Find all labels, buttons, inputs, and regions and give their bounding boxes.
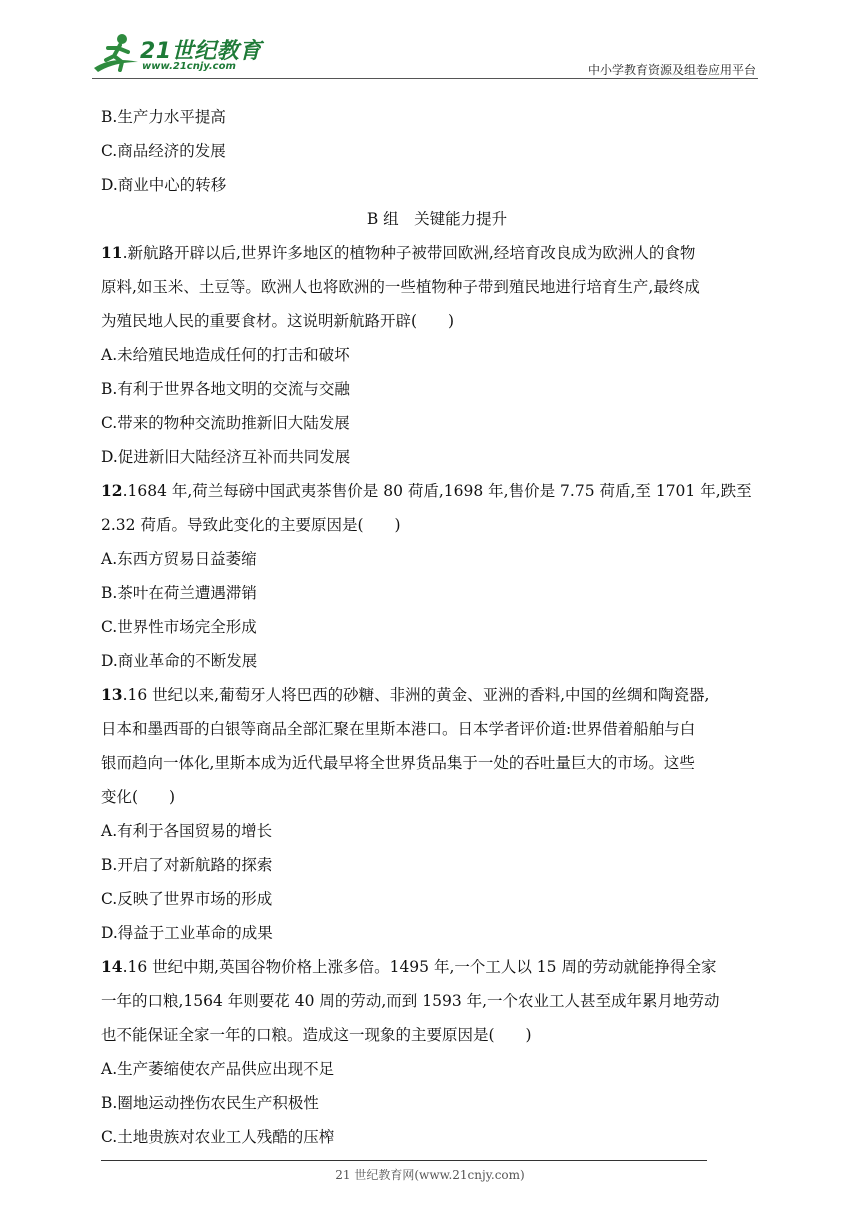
question-stem [101, 678, 773, 712]
question-text-line: 变化( ) [101, 788, 176, 806]
answer-option: C.商品经济的发展 [101, 142, 226, 160]
answer-option: B.圈地运动挫伤农民生产积极性 [101, 1094, 319, 1112]
answer-option: A.东西方贸易日益萎缩 [101, 550, 257, 568]
answer-option: B.开启了对新航路的探索 [101, 856, 273, 874]
answer-option: D.商业中心的转移 [101, 176, 227, 194]
answer-option: C.带来的物种交流助推新旧大陆发展 [101, 414, 350, 432]
footer-divider [101, 1160, 707, 1161]
question-stem [101, 950, 773, 984]
question-text-line: 原料,如玉米、土豆等。欧洲人也将欧洲的一些植物种子带到殖民地进行培育生产,最终成 [101, 278, 700, 296]
logo [92, 32, 262, 76]
question-stem [101, 474, 773, 508]
question-content [101, 100, 773, 1154]
question-text-line: 银而趋向一体化,里斯本成为近代最早将全世界货品集于一处的吞吐量巨大的市场。这些 [101, 754, 695, 772]
logo-url: www.21cnjy.com [142, 61, 236, 72]
platform-label: 中小学教育资源及组卷应用平台 [587, 63, 756, 77]
answer-option: B.茶叶在荷兰遭遇滞销 [101, 584, 257, 602]
answer-option: B.有利于世界各地文明的交流与交融 [101, 380, 350, 398]
runner-logo-icon [92, 32, 140, 74]
logo-brand: 21世纪教育 [140, 39, 262, 64]
section-heading: B 组 关键能力提升 [366, 210, 508, 228]
question-text: .1684 年,荷兰每磅中国武夷茶售价是 80 荷盾,1698 年,售价是 7.75 荷盾,至 1701 年,跌至 [122, 482, 752, 500]
question-text-line: 为殖民地人民的重要食材。这说明新航路开辟( ) [101, 312, 455, 330]
question-number: 12 [101, 481, 123, 500]
answer-option: C.土地贵族对农业工人残酷的压榨 [101, 1128, 335, 1146]
answer-option: A.有利于各国贸易的增长 [101, 822, 273, 840]
answer-option: B.生产力水平提高 [101, 108, 226, 126]
header-divider [92, 78, 758, 79]
answer-option: D.商业革命的不断发展 [101, 652, 258, 670]
question-text: .新航路开辟以后,世界许多地区的植物种子被带回欧洲,经培育改良成为欧洲人的食物 [122, 244, 696, 262]
question-number: 11 [101, 243, 123, 262]
question-stem [101, 236, 773, 270]
question-text: .16 世纪中期,英国谷物价格上涨多倍。1495 年,一个工人以 15 周的劳动就能挣得全家 [122, 958, 717, 976]
answer-option: A.未给殖民地造成任何的打击和破坏 [101, 346, 350, 364]
page-footer: 21 世纪教育网(www.21cnjy.com) [335, 1168, 525, 1182]
question-text-line: 一年的口粮,1564 年则要花 40 周的劳动,而到 1593 年,一个农业工人甚至成年累月地劳动 [101, 992, 720, 1010]
answer-option: C.反映了世界市场的形成 [101, 890, 273, 908]
answer-option: D.得益于工业革命的成果 [101, 924, 273, 942]
page-header [0, 0, 860, 80]
answer-option: D.促进新旧大陆经济互补而共同发展 [101, 448, 351, 466]
question-text: .16 世纪以来,葡萄牙人将巴西的砂糖、非洲的黄金、亚洲的香料,中国的丝绸和陶瓷器, [122, 686, 710, 704]
answer-option: C.世界性市场完全形成 [101, 618, 257, 636]
answer-option: A.生产萎缩使农产品供应出现不足 [101, 1060, 335, 1078]
question-text-line: 2.32 荷盾。导致此变化的主要原因是( ) [101, 516, 401, 534]
question-number: 14 [101, 957, 123, 976]
question-text-line: 也不能保证全家一年的口粮。造成这一现象的主要原因是( ) [101, 1026, 532, 1044]
question-number: 13 [101, 685, 123, 704]
question-text-line: 日本和墨西哥的白银等商品全部汇聚在里斯本港口。日本学者评价道:世界借着船舶与白 [101, 720, 696, 738]
